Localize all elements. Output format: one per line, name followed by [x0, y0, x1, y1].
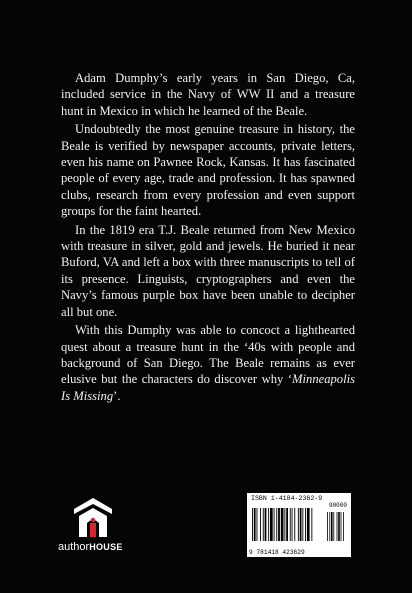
barcode-addon-bar [337, 512, 338, 541]
barcode-addon-bar [343, 512, 344, 541]
barcode-bar [311, 508, 312, 541]
isbn-barcode [247, 493, 351, 557]
blurb-paragraph-4-suffix: ’. [113, 388, 121, 403]
barcode-bar [290, 508, 291, 541]
barcode-bar [302, 508, 303, 541]
barcode-bar [305, 508, 306, 541]
publisher-logo [58, 497, 128, 557]
barcode-bars [251, 508, 347, 548]
blurb-paragraph-2: Undoubtedly the most genuine treasure in history, the Beale is verified by newspaper accounts, private letters, even his name on Pawnee Rock, Kansas. It has fascinated people of every age, trade and profession. It has spawned clubs, research from every profession and even support groups for the faint hearted. [61, 122, 355, 219]
barcode-bar [260, 508, 261, 541]
barcode-bar [292, 508, 293, 541]
blurb-paragraph-4-prefix: With this Dumphy was able to concoct a lighthearted quest about a treasure hunt in the ‘40s with people and background of San Diego. The Beale remains as ever elusive but the characters do discover why ‘ [61, 323, 355, 387]
barcode-bar [270, 508, 273, 541]
barcode-bar [257, 508, 258, 541]
ean-digits: 9 781418 423629 [249, 549, 305, 556]
barcode-bar [298, 508, 299, 541]
barcode-bar [254, 508, 256, 541]
barcode-addon-bar [341, 512, 342, 541]
barcode-bar [252, 508, 253, 541]
authorhouse-logo-icon [73, 497, 113, 539]
isbn-text: ISBN 1-4184-2362-9 [251, 495, 323, 502]
barcode-bar [294, 508, 295, 541]
publisher-name-author: author [58, 541, 90, 553]
barcode-addon-bar [329, 512, 330, 541]
back-cover-blurb [61, 70, 355, 406]
barcode-bar [276, 508, 277, 541]
barcode-bar [278, 508, 280, 541]
barcode-bar [286, 508, 288, 541]
barcode-bar [265, 508, 267, 541]
barcode-bar [300, 508, 302, 541]
publisher-name-house: HOUSE [89, 542, 123, 552]
blurb-paragraph-3: In the 1819 era T.J. Beale returned from New Mexico with treasure in silver, gold and jewels. He buried it near Buford, VA and left a box with three manuscripts to tell of its presence. Linguists, cryptographers and even the Navy’s famous purple box have been unable to decipher all but one. [61, 222, 355, 319]
price-code: 90000 [328, 502, 347, 509]
barcode-bar [274, 508, 275, 541]
blurb-paragraph-1: Adam Dumphy’s early years in San Diego, Ca, included service in the Navy of WW II and a treasure hunt in Mexico in which he learned of the Beale. [61, 71, 355, 118]
barcode-bar [268, 508, 269, 541]
barcode-addon-bar [333, 512, 334, 541]
book-title-italic: Minneapolis Is Missing [61, 372, 355, 403]
blurb-paragraph-4 [61, 322, 355, 404]
barcode-addon-bar [338, 512, 340, 541]
barcode-bar [281, 508, 284, 541]
barcode-addon-bar [327, 512, 328, 541]
barcode-bar [284, 508, 285, 541]
publisher-name [58, 541, 138, 553]
barcode-bar [307, 508, 310, 541]
barcode-addon-bar [331, 512, 333, 541]
barcode-bar [263, 508, 264, 541]
